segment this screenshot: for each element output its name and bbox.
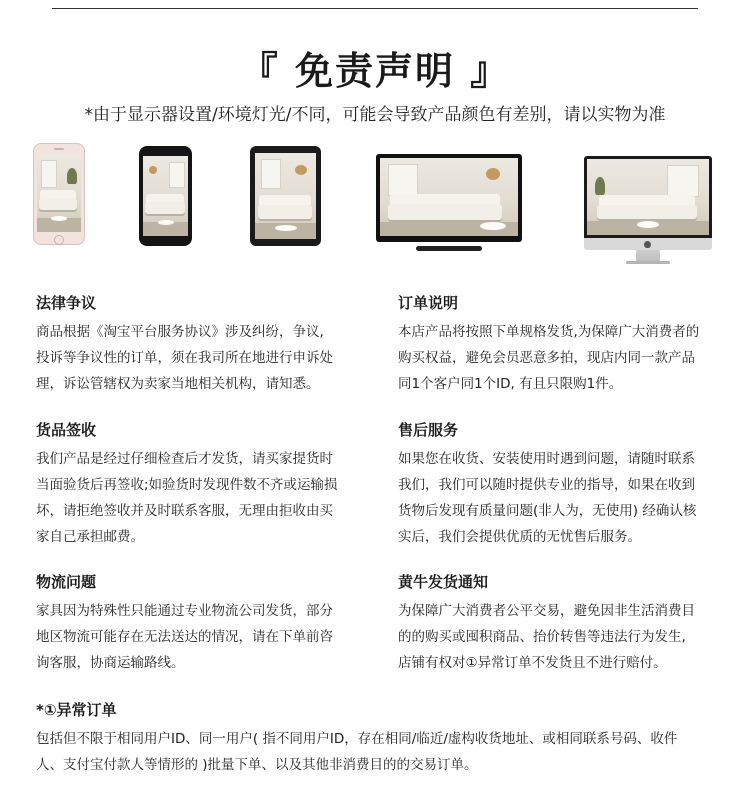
scalper-notice-title: 黄牛发货通知 bbox=[398, 573, 489, 591]
page-title: 『 免责声明 』 bbox=[239, 49, 511, 93]
logistics-line-2: 地区物流可能存在无法送达的情况，请在下单前咨 bbox=[36, 629, 333, 645]
note-line-1: 包括但不限于相同用户ID、同一用户( 指不同用户ID，存在相同/临近/虚构收货地址、或相同联系号码、收件 bbox=[36, 731, 678, 747]
after-sales-section bbox=[398, 420, 718, 550]
legal-line-2: 投诉等争议性的订单，须在我司所在地进行申诉处 bbox=[36, 350, 333, 366]
television-icon bbox=[376, 154, 522, 256]
note-line-2: 人、支付宝付款人等情形的 )批量下单、以及其他非消费目的的交易订单。 bbox=[36, 757, 478, 773]
order-line-1: 本店产品将按照下单规格发货,为保障广大消费者的 bbox=[398, 324, 700, 340]
abnormal-order-note bbox=[36, 700, 716, 778]
legal-dispute-section bbox=[36, 293, 356, 397]
aftersale-line-4: 实后，我们会提供优质的无忧售后服务。 bbox=[398, 529, 641, 545]
aftersale-line-1: 如果您在收货、安装使用时遇到问题，请随时联系 bbox=[398, 451, 695, 467]
tablet-icon bbox=[250, 146, 321, 246]
scalper-line-1: 为保障广大消费者公平交易，避免因非生活消费目 bbox=[398, 603, 695, 619]
goods-receipt-title: 货品签收 bbox=[36, 421, 97, 439]
logistics-section bbox=[36, 572, 356, 676]
receipt-line-2: 当面验货后再签收;如验货时发现件数不齐或运输损 bbox=[36, 477, 338, 493]
goods-receipt-section bbox=[36, 420, 356, 550]
receipt-line-4: 家自己承担邮费。 bbox=[36, 529, 144, 545]
smartphone-black-icon bbox=[139, 146, 192, 246]
top-divider bbox=[52, 8, 698, 9]
scalper-line-2: 的的购买或囤积商品、抬价转售等违法行为发生, bbox=[398, 629, 686, 645]
scalper-notice-section bbox=[398, 572, 718, 676]
receipt-line-1: 我们产品是经过仔细检查后才发货，请买家提货时 bbox=[36, 451, 333, 467]
device-illustrations bbox=[0, 140, 750, 270]
abnormal-order-title: *①异常订单 bbox=[36, 701, 117, 719]
logistics-line-3: 询客服，协商运输路线。 bbox=[36, 655, 185, 671]
aftersale-line-2: 我们，我们可以随时提供专业的指导，如果在收到 bbox=[398, 477, 695, 493]
logistics-title: 物流问题 bbox=[36, 573, 97, 591]
order-notice-title: 订单说明 bbox=[398, 294, 459, 312]
aftersale-line-3: 货物后发现有质量问题(非人为，无使用) 经确认核 bbox=[398, 503, 697, 519]
order-notice-section bbox=[398, 293, 718, 397]
legal-line-1: 商品根据《淘宝平台服务协议》涉及纠纷，争议, bbox=[36, 324, 324, 340]
order-line-3: 同1个客户同1个ID, 有且只限购1件。 bbox=[398, 376, 623, 392]
after-sales-title: 售后服务 bbox=[398, 421, 459, 439]
legal-dispute-title: 法律争议 bbox=[36, 294, 97, 312]
logistics-line-1: 家具因为特殊性只能通过专业物流公司发货，部分 bbox=[36, 603, 333, 619]
legal-line-3: 理，诉讼管辖权为卖家当地相关机构，请知悉。 bbox=[36, 376, 320, 392]
color-disclaimer: *由于显示器设置/环境灯光/不同，可能会导致产品颜色有差别，请以实物为准 bbox=[84, 105, 666, 125]
order-line-2: 购买权益，避免会员恶意多拍，现店内同一款产品 bbox=[398, 350, 695, 366]
scalper-line-3: 店铺有权对①异常订单不发货且不进行赔付。 bbox=[398, 655, 667, 671]
imac-monitor-icon bbox=[584, 156, 712, 268]
receipt-line-3: 坏，请拒绝签收并及时联系客服，无理由拒收由买 bbox=[36, 503, 333, 519]
smartphone-white-icon bbox=[33, 143, 85, 245]
